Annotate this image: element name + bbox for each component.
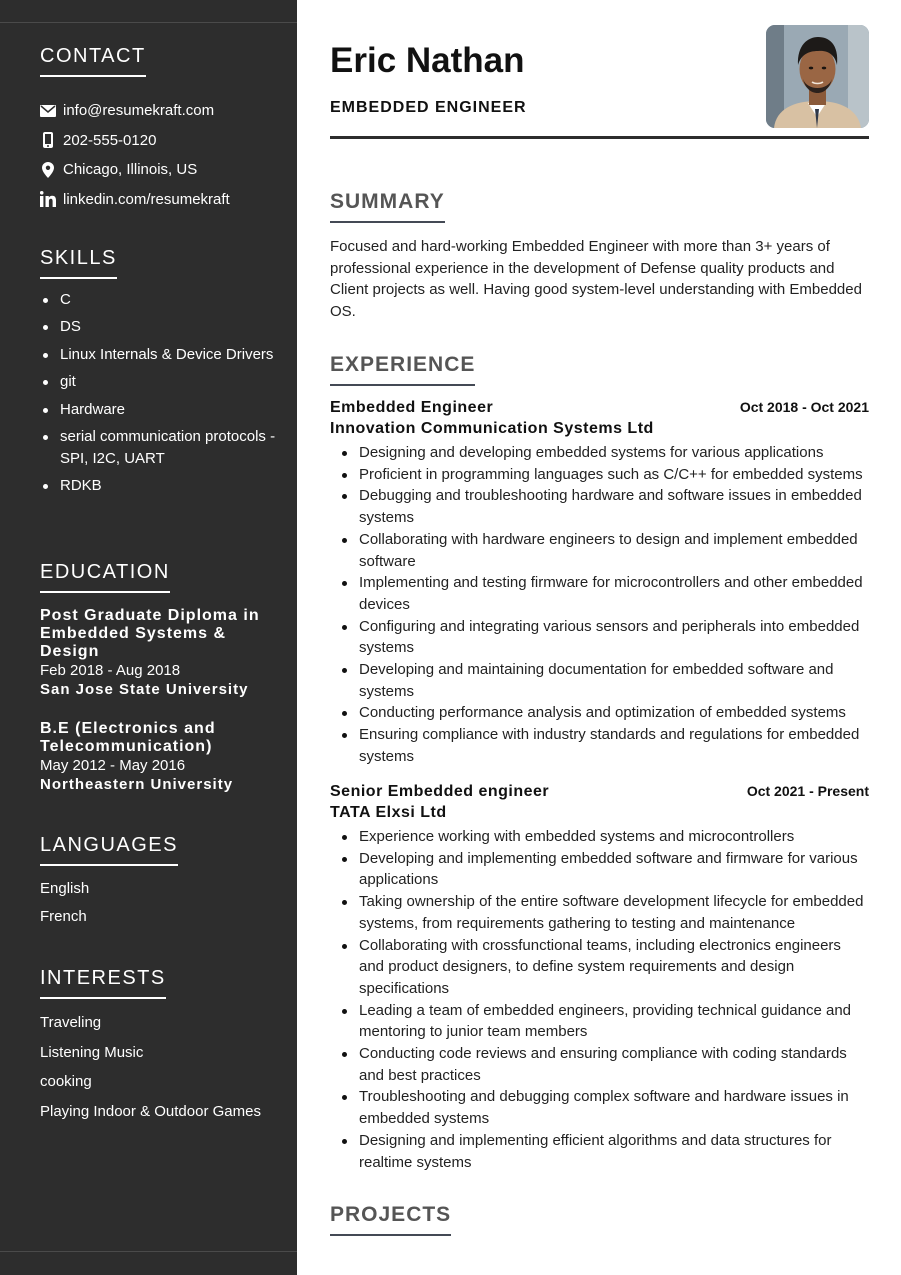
interests-list bbox=[40, 1013, 261, 1121]
candidate-role: EMBEDDED ENGINEER bbox=[330, 99, 527, 116]
job-company: TATA Elxsi Ltd bbox=[330, 804, 447, 821]
contact-linkedin[interactable] bbox=[40, 185, 230, 215]
job-title: Embedded Engineer bbox=[330, 399, 494, 416]
job-dates: Oct 2018 - Oct 2021 bbox=[739, 399, 869, 415]
list-item: Ensuring compliance with industry standards and regulations for embedded systems bbox=[330, 724, 869, 767]
bullet-icon bbox=[43, 408, 48, 413]
education-heading: EDUCATION bbox=[40, 560, 170, 593]
list-item: RDKB bbox=[40, 475, 280, 497]
job-title: Senior Embedded engineer bbox=[330, 783, 550, 800]
job-entry bbox=[330, 782, 869, 1173]
skills-heading: SKILLS bbox=[40, 246, 117, 279]
divider bbox=[0, 1251, 297, 1252]
education-degree: Post Graduate Diploma in Embedded Systems & Design bbox=[40, 607, 260, 660]
list-item: Proficient in programming languages such as C/C++ for embedded systems bbox=[330, 464, 869, 486]
bullet-icon bbox=[342, 451, 347, 456]
list-item: Designing and developing embedded systems for various applications bbox=[330, 442, 869, 464]
bullet-icon bbox=[342, 1009, 347, 1014]
bullet-icon bbox=[342, 835, 347, 840]
bullet-icon bbox=[342, 494, 347, 499]
contact-phone-text: 202-555-0120 bbox=[63, 131, 157, 149]
list-item: Conducting code reviews and ensuring compliance with coding standards and best practices bbox=[330, 1043, 869, 1086]
education-dates: Feb 2018 - Aug 2018 bbox=[40, 662, 181, 679]
bullet-icon bbox=[43, 325, 48, 330]
bullet-icon bbox=[342, 1052, 347, 1057]
list-item: cooking bbox=[40, 1073, 92, 1090]
list-item: Conducting performance analysis and optimization of embedded systems bbox=[330, 702, 869, 724]
job-entry bbox=[330, 398, 869, 768]
contact-email[interactable] bbox=[40, 96, 230, 126]
bullet-icon bbox=[342, 668, 347, 673]
projects-heading: PROJECTS bbox=[330, 1203, 451, 1236]
linkedin-icon bbox=[40, 191, 56, 207]
header-divider bbox=[330, 136, 869, 139]
list-item: Implementing and testing firmware for microcontrollers and other embedded devices bbox=[330, 572, 869, 615]
list-item: Configuring and integrating various sensors and peripherals into embedded systems bbox=[330, 616, 869, 659]
bullet-icon bbox=[342, 857, 347, 862]
job-bullets bbox=[330, 826, 869, 1173]
contact-location-text: Chicago, Illinois, US bbox=[63, 161, 198, 179]
list-item: serial communication protocols - SPI, I2C, UART bbox=[40, 426, 280, 470]
experience-heading: EXPERIENCE bbox=[330, 353, 475, 386]
education-school: San Jose State University bbox=[40, 681, 249, 698]
bullet-icon bbox=[43, 353, 48, 358]
bullet-icon bbox=[43, 484, 48, 489]
list-item: Linux Internals & Device Drivers bbox=[40, 344, 280, 366]
contact-linkedin-text: linkedin.com/resumekraft bbox=[63, 190, 230, 208]
education-dates: May 2012 - May 2016 bbox=[40, 757, 186, 774]
list-item: Developing and implementing embedded software and firmware for various applications bbox=[330, 848, 869, 891]
avatar bbox=[766, 25, 869, 128]
contact-phone[interactable] bbox=[40, 126, 230, 156]
skills-list bbox=[40, 289, 280, 503]
list-item: Collaborating with hardware engineers to design and implement embedded software bbox=[330, 529, 869, 572]
bullet-icon bbox=[342, 900, 347, 905]
list-item: Leading a team of embedded engineers, providing technical guidance and mentoring to junior team members bbox=[330, 1000, 869, 1043]
languages-heading: LANGUAGES bbox=[40, 833, 178, 866]
bullet-icon bbox=[342, 944, 347, 949]
divider bbox=[0, 22, 297, 23]
list-item: Traveling bbox=[40, 1014, 102, 1031]
list-item: Taking ownership of the entire software development lifecycle for embedded systems, from requirements gathering to testing and maintenance bbox=[330, 891, 869, 934]
list-item: Listening Music bbox=[40, 1043, 144, 1061]
contact-list bbox=[40, 96, 230, 214]
bullet-icon bbox=[342, 581, 347, 586]
candidate-name: Eric Nathan bbox=[330, 41, 525, 80]
bullet-icon bbox=[342, 538, 347, 543]
list-item: C bbox=[40, 289, 280, 311]
bullet-icon bbox=[342, 733, 347, 738]
job-bullets bbox=[330, 442, 869, 768]
sidebar bbox=[0, 0, 297, 1275]
list-item: git bbox=[40, 371, 280, 393]
summary-heading: SUMMARY bbox=[330, 190, 445, 223]
contact-heading: CONTACT bbox=[40, 44, 146, 77]
list-item: Troubleshooting and debugging complex software and hardware issues in embedded systems bbox=[330, 1086, 869, 1129]
bullet-icon bbox=[43, 435, 48, 440]
bullet-icon bbox=[342, 625, 347, 630]
education-entry bbox=[40, 607, 280, 699]
education-entry bbox=[40, 720, 280, 794]
bullet-icon bbox=[43, 298, 48, 303]
education-degree: B.E (Electronics and Telecommunication) bbox=[40, 720, 216, 755]
education-school: Northeastern University bbox=[40, 776, 234, 793]
bullet-icon bbox=[342, 1095, 347, 1100]
list-item: Experience working with embedded systems and microcontrollers bbox=[330, 826, 869, 848]
envelope-icon bbox=[40, 103, 56, 119]
languages-list bbox=[40, 879, 89, 926]
bullet-icon bbox=[342, 711, 347, 716]
job-header bbox=[330, 398, 869, 418]
contact-location bbox=[40, 155, 230, 185]
list-item: Debugging and troubleshooting hardware and software issues in embedded systems bbox=[330, 485, 869, 528]
list-item: Playing Indoor & Outdoor Games bbox=[40, 1102, 261, 1120]
list-item: Collaborating with crossfunctional teams, including electronics engineers and product designers, to define system requirements and design specifications bbox=[330, 935, 869, 1000]
list-item: DS bbox=[40, 316, 280, 338]
profile-photo bbox=[766, 25, 869, 128]
list-item: Designing and implementing efficient algorithms and data structures for realtime systems bbox=[330, 1130, 869, 1173]
job-company: Innovation Communication Systems Ltd bbox=[330, 420, 654, 437]
summary-text: Focused and hard-working Embedded Engineer with more than 3+ years of professional experience in the development of Defense quality products and Client projects as well. Having good system-level understanding with Embedded OS. bbox=[330, 238, 862, 321]
bullet-icon bbox=[342, 1139, 347, 1144]
list-item: English bbox=[40, 880, 90, 897]
contact-email-text: info@resumekraft.com bbox=[63, 102, 215, 120]
list-item: Developing and maintaining documentation for embedded software and systems bbox=[330, 659, 869, 702]
interests-heading: INTERESTS bbox=[40, 966, 166, 999]
list-item: Hardware bbox=[40, 399, 280, 421]
job-dates: Oct 2021 - Present bbox=[746, 783, 869, 799]
bullet-icon bbox=[43, 380, 48, 385]
location-pin-icon bbox=[40, 162, 56, 178]
bullet-icon bbox=[342, 473, 347, 478]
list-item: French bbox=[40, 907, 87, 925]
job-header bbox=[330, 782, 869, 802]
mobile-phone-icon bbox=[40, 132, 56, 148]
